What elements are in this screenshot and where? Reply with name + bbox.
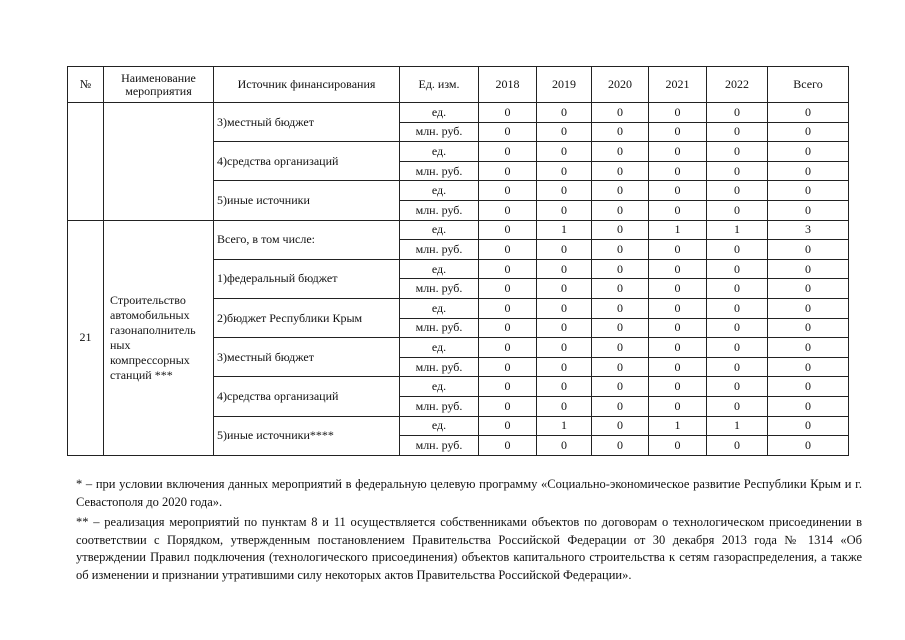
unit-label: ед. xyxy=(400,181,479,201)
value-cell: 0 xyxy=(592,220,649,240)
unit-label: ед. xyxy=(400,338,479,358)
value-cell: 0 xyxy=(592,318,649,338)
value-cell: 0 xyxy=(707,103,768,123)
value-cell: 0 xyxy=(649,279,707,299)
unit-label: ед. xyxy=(400,416,479,436)
value-cell: 0 xyxy=(768,357,849,377)
unit-label: ед. xyxy=(400,220,479,240)
value-cell: 3 xyxy=(768,220,849,240)
value-cell: 0 xyxy=(479,436,537,456)
header-name: Наименование мероприятия xyxy=(104,67,214,103)
value-cell: 0 xyxy=(592,161,649,181)
footnote-1: * – при условии включения данных мероприятий в федеральную целевую программу «Социально-экономическое развитие Республики Крым и г. Севастополя до 2020 года». xyxy=(76,477,862,509)
value-cell: 0 xyxy=(707,122,768,142)
funding-source: 3)местный бюджет xyxy=(214,338,400,377)
value-cell: 0 xyxy=(479,377,537,397)
value-cell: 0 xyxy=(479,200,537,220)
value-cell: 0 xyxy=(592,103,649,123)
value-cell: 0 xyxy=(707,240,768,260)
value-cell: 0 xyxy=(537,161,592,181)
activity-name: Строительство автомобильных газонаполнитель ных компрессорных станций *** xyxy=(104,220,214,455)
header-year: 2018 xyxy=(479,67,537,103)
value-cell: 0 xyxy=(479,220,537,240)
footnotes xyxy=(76,476,862,588)
row-number: 21 xyxy=(68,220,104,455)
unit-label: млн. руб. xyxy=(400,200,479,220)
value-cell: 0 xyxy=(479,122,537,142)
funding-source: 4)средства организаций xyxy=(214,142,400,181)
value-cell: 0 xyxy=(768,436,849,456)
value-cell: 1 xyxy=(649,220,707,240)
row-number-cell xyxy=(68,103,104,221)
value-cell: 0 xyxy=(649,396,707,416)
value-cell: 0 xyxy=(707,161,768,181)
value-cell: 0 xyxy=(537,240,592,260)
header-year: 2021 xyxy=(649,67,707,103)
value-cell: 1 xyxy=(707,416,768,436)
value-cell: 0 xyxy=(768,298,849,318)
value-cell: 0 xyxy=(649,436,707,456)
header-year: 2022 xyxy=(707,67,768,103)
unit-label: млн. руб. xyxy=(400,161,479,181)
value-cell: 0 xyxy=(649,298,707,318)
value-cell: 0 xyxy=(649,318,707,338)
value-cell: 0 xyxy=(592,436,649,456)
value-cell: 0 xyxy=(707,279,768,299)
value-cell: 0 xyxy=(649,142,707,162)
value-cell: 0 xyxy=(537,318,592,338)
value-cell: 0 xyxy=(479,338,537,358)
value-cell: 0 xyxy=(649,357,707,377)
funding-source: 5)иные источники**** xyxy=(214,416,400,455)
value-cell: 0 xyxy=(768,318,849,338)
table-body xyxy=(68,103,849,456)
value-cell: 0 xyxy=(707,259,768,279)
header-unit: Ед. изм. xyxy=(400,67,479,103)
value-cell: 0 xyxy=(768,396,849,416)
header-year: 2020 xyxy=(592,67,649,103)
value-cell: 0 xyxy=(592,298,649,318)
header-year: 2019 xyxy=(537,67,592,103)
value-cell: 0 xyxy=(768,259,849,279)
value-cell: 0 xyxy=(649,338,707,358)
value-cell: 1 xyxy=(707,220,768,240)
value-cell: 0 xyxy=(479,240,537,260)
unit-label: млн. руб. xyxy=(400,318,479,338)
value-cell: 0 xyxy=(537,338,592,358)
value-cell: 0 xyxy=(479,161,537,181)
value-cell: 0 xyxy=(592,357,649,377)
value-cell: 0 xyxy=(537,122,592,142)
header-row xyxy=(68,67,849,103)
value-cell: 0 xyxy=(537,298,592,318)
unit-label: ед. xyxy=(400,142,479,162)
unit-label: млн. руб. xyxy=(400,279,479,299)
value-cell: 0 xyxy=(479,357,537,377)
value-cell: 0 xyxy=(537,103,592,123)
value-cell: 0 xyxy=(592,259,649,279)
value-cell: 0 xyxy=(768,416,849,436)
value-cell: 0 xyxy=(768,200,849,220)
unit-label: ед. xyxy=(400,259,479,279)
unit-label: млн. руб. xyxy=(400,436,479,456)
value-cell: 0 xyxy=(479,416,537,436)
value-cell: 0 xyxy=(537,279,592,299)
value-cell: 0 xyxy=(707,396,768,416)
value-cell: 0 xyxy=(479,396,537,416)
unit-label: млн. руб. xyxy=(400,396,479,416)
value-cell: 0 xyxy=(592,200,649,220)
funding-source: 1)федеральный бюджет xyxy=(214,259,400,298)
value-cell: 0 xyxy=(649,200,707,220)
value-cell: 0 xyxy=(479,181,537,201)
value-cell: 0 xyxy=(649,122,707,142)
value-cell: 0 xyxy=(707,377,768,397)
value-cell: 0 xyxy=(479,259,537,279)
value-cell: 0 xyxy=(707,338,768,358)
value-cell: 0 xyxy=(537,396,592,416)
value-cell: 0 xyxy=(649,240,707,260)
value-cell: 1 xyxy=(537,416,592,436)
value-cell: 0 xyxy=(479,298,537,318)
unit-label: ед. xyxy=(400,298,479,318)
value-cell: 0 xyxy=(768,103,849,123)
value-cell: 0 xyxy=(479,142,537,162)
header-source: Источник финансирования xyxy=(214,67,400,103)
value-cell: 0 xyxy=(592,338,649,358)
value-cell: 0 xyxy=(768,122,849,142)
value-cell: 1 xyxy=(649,416,707,436)
value-cell: 0 xyxy=(707,142,768,162)
value-cell: 0 xyxy=(537,357,592,377)
value-cell: 0 xyxy=(649,161,707,181)
header-num: № xyxy=(68,67,104,103)
value-cell: 0 xyxy=(537,142,592,162)
value-cell: 0 xyxy=(592,240,649,260)
funding-source: Всего, в том числе: xyxy=(214,220,400,259)
footnote-2: ** – реализация мероприятий по пунктам 8 и 11 осуществляется собственниками объектов по договорам о технологическом присоединении в соответствии с Порядком, утвержденным постановлением Правительства Российской Федерации от 30 декабря 2013 года № 1314 «Об утверждении Правил подключения (технологического присоединения) объектов капитального строительства к сетям газораспределения, а также об изменении и признании утратившими силу некоторых актов Правительства Российской Федерации». xyxy=(76,515,862,582)
funding-source: 2)бюджет Республики Крым xyxy=(214,298,400,337)
value-cell: 0 xyxy=(768,338,849,358)
header-total: Всего xyxy=(768,67,849,103)
value-cell: 0 xyxy=(537,377,592,397)
value-cell: 0 xyxy=(707,200,768,220)
value-cell: 0 xyxy=(479,279,537,299)
unit-label: ед. xyxy=(400,377,479,397)
value-cell: 0 xyxy=(768,181,849,201)
value-cell: 0 xyxy=(592,122,649,142)
value-cell: 0 xyxy=(707,298,768,318)
value-cell: 0 xyxy=(768,142,849,162)
value-cell: 1 xyxy=(537,220,592,240)
value-cell: 0 xyxy=(592,416,649,436)
value-cell: 0 xyxy=(649,103,707,123)
value-cell: 0 xyxy=(768,161,849,181)
table-row xyxy=(68,220,849,240)
value-cell: 0 xyxy=(649,181,707,201)
funding-source: 3)местный бюджет xyxy=(214,103,400,142)
activity-name-cell xyxy=(104,103,214,221)
value-cell: 0 xyxy=(649,377,707,397)
value-cell: 0 xyxy=(707,318,768,338)
unit-label: ед. xyxy=(400,103,479,123)
value-cell: 0 xyxy=(479,103,537,123)
value-cell: 0 xyxy=(537,200,592,220)
value-cell: 0 xyxy=(592,396,649,416)
unit-label: млн. руб. xyxy=(400,122,479,142)
value-cell: 0 xyxy=(768,377,849,397)
value-cell: 0 xyxy=(592,279,649,299)
value-cell: 0 xyxy=(479,318,537,338)
value-cell: 0 xyxy=(537,181,592,201)
value-cell: 0 xyxy=(537,259,592,279)
funding-source: 4)средства организаций xyxy=(214,377,400,416)
value-cell: 0 xyxy=(768,279,849,299)
value-cell: 0 xyxy=(768,240,849,260)
value-cell: 0 xyxy=(707,436,768,456)
value-cell: 0 xyxy=(592,142,649,162)
funding-source: 5)иные источники xyxy=(214,181,400,220)
value-cell: 0 xyxy=(649,259,707,279)
value-cell: 0 xyxy=(592,377,649,397)
unit-label: млн. руб. xyxy=(400,240,479,260)
value-cell: 0 xyxy=(707,181,768,201)
unit-label: млн. руб. xyxy=(400,357,479,377)
value-cell: 0 xyxy=(707,357,768,377)
value-cell: 0 xyxy=(592,181,649,201)
financing-table xyxy=(67,66,849,456)
value-cell: 0 xyxy=(537,436,592,456)
table-row xyxy=(68,103,849,123)
